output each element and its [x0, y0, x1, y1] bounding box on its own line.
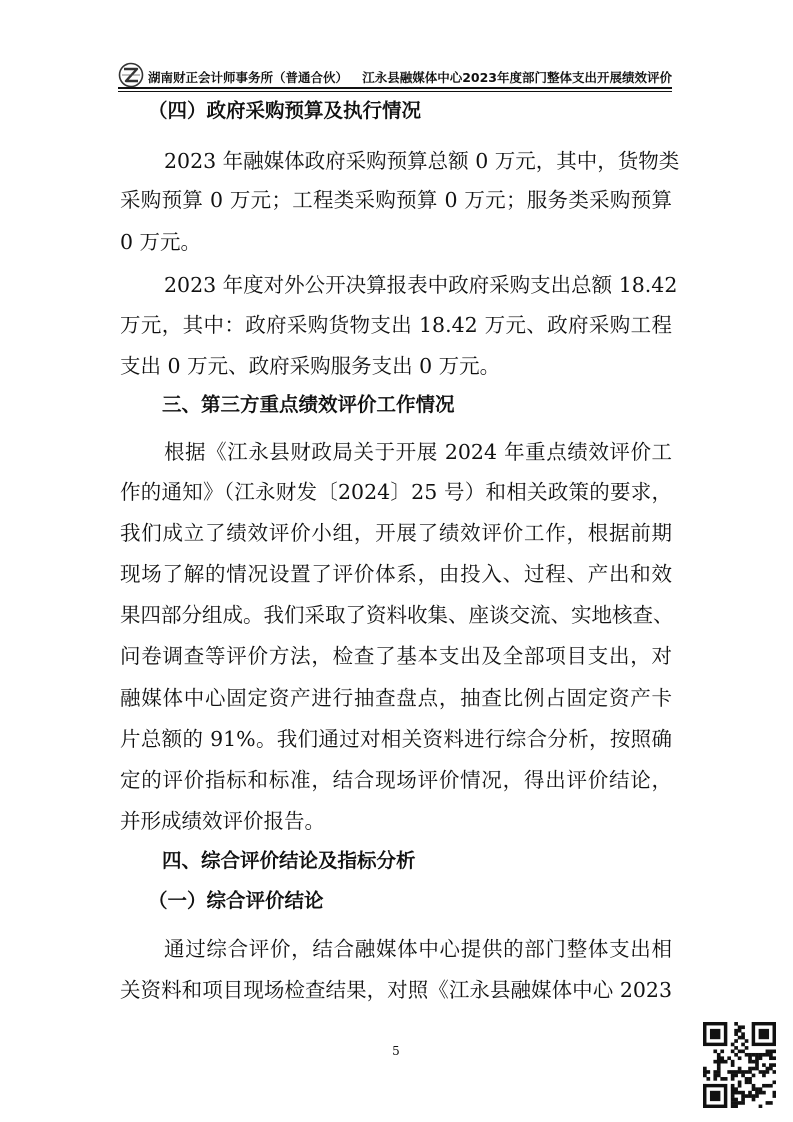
- paragraph-line: 定的评价指标和标准，结合现场评价情况，得出评价结论，: [120, 768, 672, 792]
- paragraph-line: 2023 年融媒体政府采购预算总额 0 万元，其中，货物类: [164, 149, 680, 173]
- document-title: 江永县融媒体中心2023年度部门整体支出开展绩效评价: [362, 70, 672, 85]
- header-rule-thick: [118, 87, 672, 89]
- paragraph-line: 通过综合评价，结合融媒体中心提供的部门整体支出相: [164, 937, 672, 961]
- page-number: 5: [392, 1044, 400, 1058]
- section-heading-evaluation: 四、综合评价结论及指标分析: [162, 849, 416, 872]
- paragraph-line: 问卷调查等评价方法，检查了基本支出及全部项目支出，对: [120, 644, 672, 668]
- paragraph-line: 并形成绩效评价报告。: [120, 809, 325, 833]
- section-heading-third-party: 三、第三方重点绩效评价工作情况: [162, 393, 455, 416]
- header-rule-thin: [118, 91, 672, 92]
- paragraph-line: 现场了解的情况设置了评价体系，由投入、过程、产出和效: [120, 562, 672, 586]
- paragraph-line: 融媒体中心固定资产进行抽查盘点，抽查比例占固定资产卡: [120, 686, 672, 710]
- page-header: [118, 62, 672, 88]
- paragraph-line: 支出 0 万元、政府采购服务支出 0 万元。: [120, 354, 501, 378]
- paragraph-line: 采购预算 0 万元；工程类采购预算 0 万元；服务类采购预算: [120, 188, 672, 212]
- paragraph-line: 片总额的 91%。我们通过对相关资料进行综合分析，按照确: [120, 727, 672, 751]
- paragraph-line: 2023 年度对外公开决算报表中政府采购支出总额 18.42: [164, 273, 678, 297]
- paragraph-line: 我们成立了绩效评价小组，开展了绩效评价工作，根据前期: [120, 521, 672, 545]
- paragraph-line: 关资料和项目现场检查结果，对照《江永县融媒体中心 2023: [120, 978, 672, 1002]
- paragraph-line: 万元，其中：政府采购货物支出 18.42 万元、政府采购工程: [120, 313, 672, 337]
- subsection-heading-conclusion: （一）综合评价结论: [148, 889, 324, 912]
- firm-logo-icon: [118, 62, 144, 88]
- section-heading-procurement: （四）政府采购预算及执行情况: [148, 99, 422, 122]
- paragraph-line: 根据《江永县财政局关于开展 2024 年重点绩效评价工: [164, 440, 672, 464]
- firm-name: 湖南财正会计师事务所（普通合伙）: [148, 70, 349, 85]
- paragraph-line: 作的通知》（江永财发〔2024〕25 号）和相关政策的要求，: [120, 480, 672, 504]
- paragraph-line: 0 万元。: [120, 230, 202, 254]
- paragraph-line: 果四部分组成。我们采取了资料收集、座谈交流、实地核查、: [120, 603, 674, 627]
- qr-code-icon: [703, 1022, 776, 1108]
